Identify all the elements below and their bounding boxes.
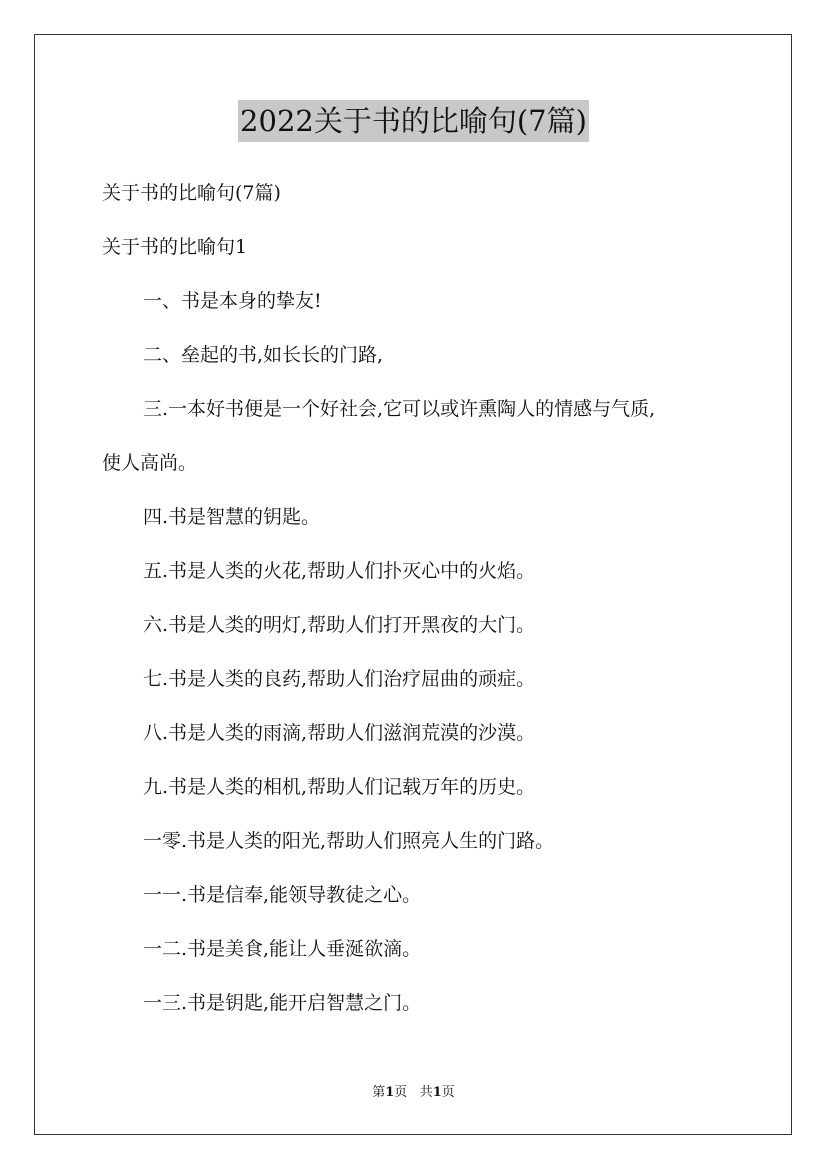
document-title-text: 2022关于书的比喻句(7篇) bbox=[238, 100, 589, 142]
paragraph-line-continuation: 使人高尚。 bbox=[102, 452, 198, 474]
page-prefix: 第 bbox=[372, 1085, 386, 1100]
paragraph-line: 一二.书是美食,能让人垂涎欲滴。 bbox=[143, 938, 422, 960]
document-title bbox=[0, 100, 827, 142]
paragraph-line: 二、垒起的书,如长长的门路, bbox=[143, 344, 384, 366]
total-pages: 1 bbox=[432, 1085, 442, 1100]
paragraph-line: 一三.书是钥匙,能开启智慧之门。 bbox=[143, 992, 422, 1014]
page-number: 1 bbox=[385, 1085, 395, 1100]
paragraph-line: 八.书是人类的雨滴,帮助人们滋润荒漠的沙漠。 bbox=[143, 722, 536, 744]
paragraph-line: 一、书是本身的挚友! bbox=[143, 290, 322, 312]
paragraph-line: 七.书是人类的良药,帮助人们治疗屈曲的顽症。 bbox=[143, 668, 536, 690]
paragraph-line: 五.书是人类的火花,帮助人们扑灭心中的火焰。 bbox=[143, 560, 536, 582]
section-heading: 关于书的比喻句1 bbox=[102, 236, 248, 258]
page-footer bbox=[0, 1084, 827, 1102]
paragraph-line: 九.书是人类的相机,帮助人们记载万年的历史。 bbox=[143, 776, 536, 798]
paragraph-line: 一一.书是信奉,能领导教徒之心。 bbox=[143, 884, 422, 906]
document-subtitle: 关于书的比喻句(7篇) bbox=[102, 182, 281, 204]
total-suffix: 页 bbox=[441, 1085, 455, 1100]
page-suffix: 页 bbox=[394, 1085, 408, 1100]
paragraph-line: 四.书是智慧的钥匙。 bbox=[143, 506, 321, 528]
total-prefix: 共 bbox=[419, 1085, 433, 1100]
paragraph-line: 六.书是人类的明灯,帮助人们打开黑夜的大门。 bbox=[143, 614, 536, 636]
paragraph-line: 三.一本好书便是一个好社会,它可以或许熏陶人的情感与气质, bbox=[143, 398, 656, 420]
paragraph-line: 一零.书是人类的阳光,帮助人们照亮人生的门路。 bbox=[143, 830, 555, 852]
